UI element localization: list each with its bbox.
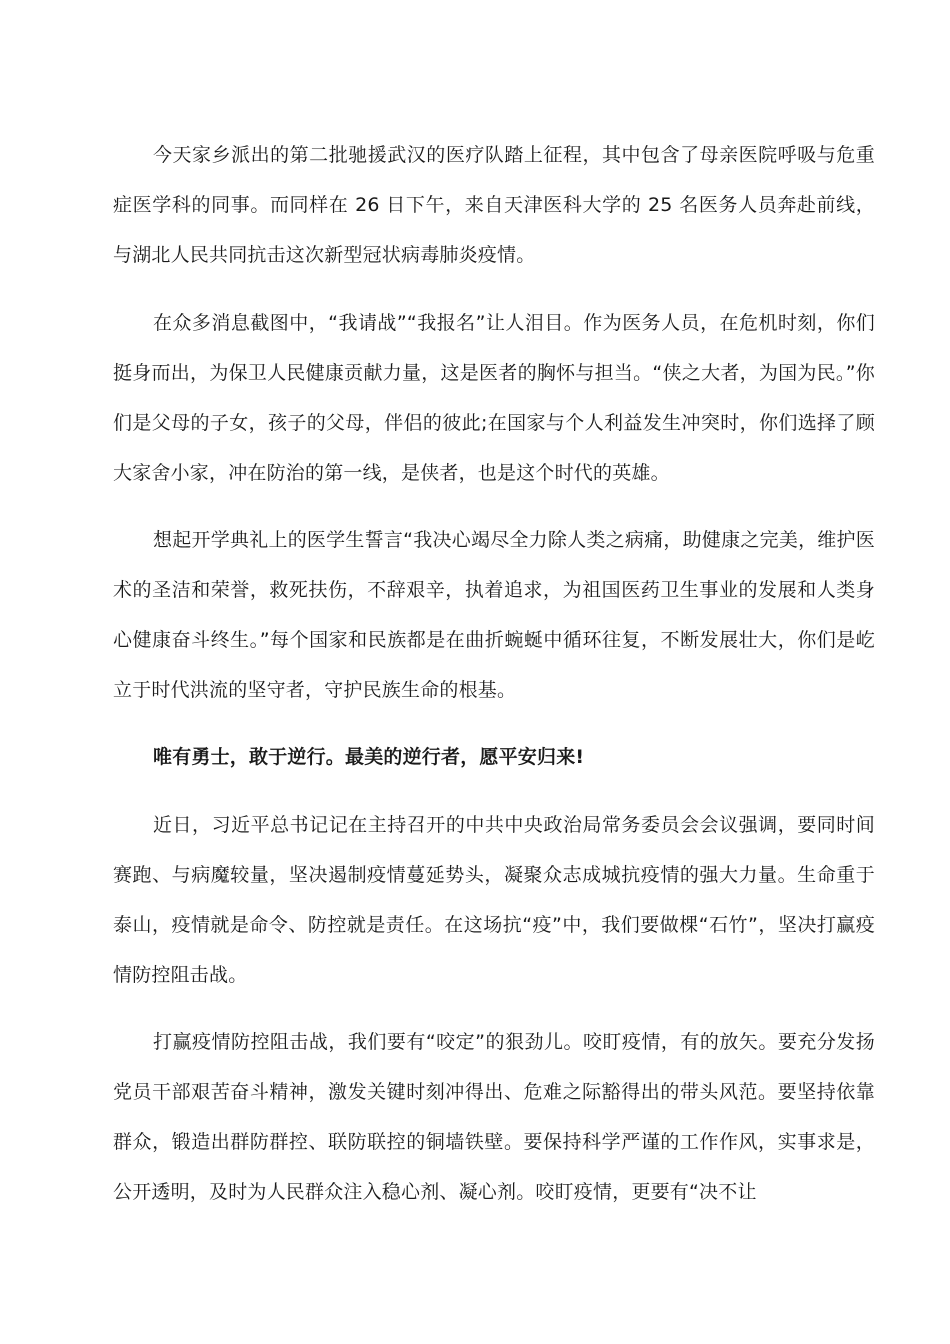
paragraph-heading-brave: 唯有勇士，敢于逆行。最美的逆行者，愿平安归来! bbox=[153, 746, 585, 768]
paragraph-meeting: 近日，习近平总书记记在主持召开的中共中央政治局常务委员会会议强调，要同时间赛跑、与病魔较量，坚决遏制疫情蔓延势头，凝聚众志成城抗疫情的强大力量。生命重于泰山，疫情就是命令、防控就是责任。在这场抗“疫”中，我们要做棵“石竹”，坚决打赢疫情防控阻击战。 bbox=[113, 814, 875, 986]
paragraph-prevention: 打赢疫情防控阻击战，我们要有“咬定”的狠劲儿。咬盯疫情，有的放矢。要充分发扬党员干部艰苦奋斗精神，激发关键时刻冲得出、危难之际豁得出的带头风范。要坚持依靠群众，锻造出群防群控、联防联控的铜墙铁壁。要保持科学严谨的工作作风，实事求是，公开透明，及时为人民群众注入稳心剂、凝心剂。咬盯疫情，更要有“决不让 bbox=[113, 1031, 875, 1203]
paragraph-volunteers: 在众多消息截图中，“我请战”“我报名”让人泪目。作为医务人员，在危机时刻，你们挺身而出，为保卫人民健康贡献力量，这是医者的胸怀与担当。“侠之大者，为国为民。”你们是父母的子女，孩子的父母，伴侣的彼此;在国家与个人利益发生冲突时，你们选择了顾大家舍小家，冲在防治的第一线，是侠者，也是这个时代的英雄。 bbox=[113, 312, 875, 484]
paragraph-medical-team: 今天家乡派出的第二批驰援武汉的医疗队踏上征程，其中包含了母亲医院呼吸与危重症医学科的同事。而同样在 26 日下午，来自天津医科大学的 25 名医务人员奔赴前线，与湖北人民共同抗击这次新型冠状病毒肺炎疫情。 bbox=[113, 144, 875, 266]
paragraph-oath: 想起开学典礼上的医学生誓言“我决心竭尽全力除人类之病痛，助健康之完美，维护医术的圣洁和荣誉，救死扶伤，不辞艰辛，执着追求，为祖国医药卫生事业的发展和人类身心健康奋斗终生。”每个国家和民族都是在曲折蜿蜒中循环往复，不断发展壮大，你们是屹立于时代洪流的坚守者，守护民族生命的根基。 bbox=[113, 529, 875, 701]
